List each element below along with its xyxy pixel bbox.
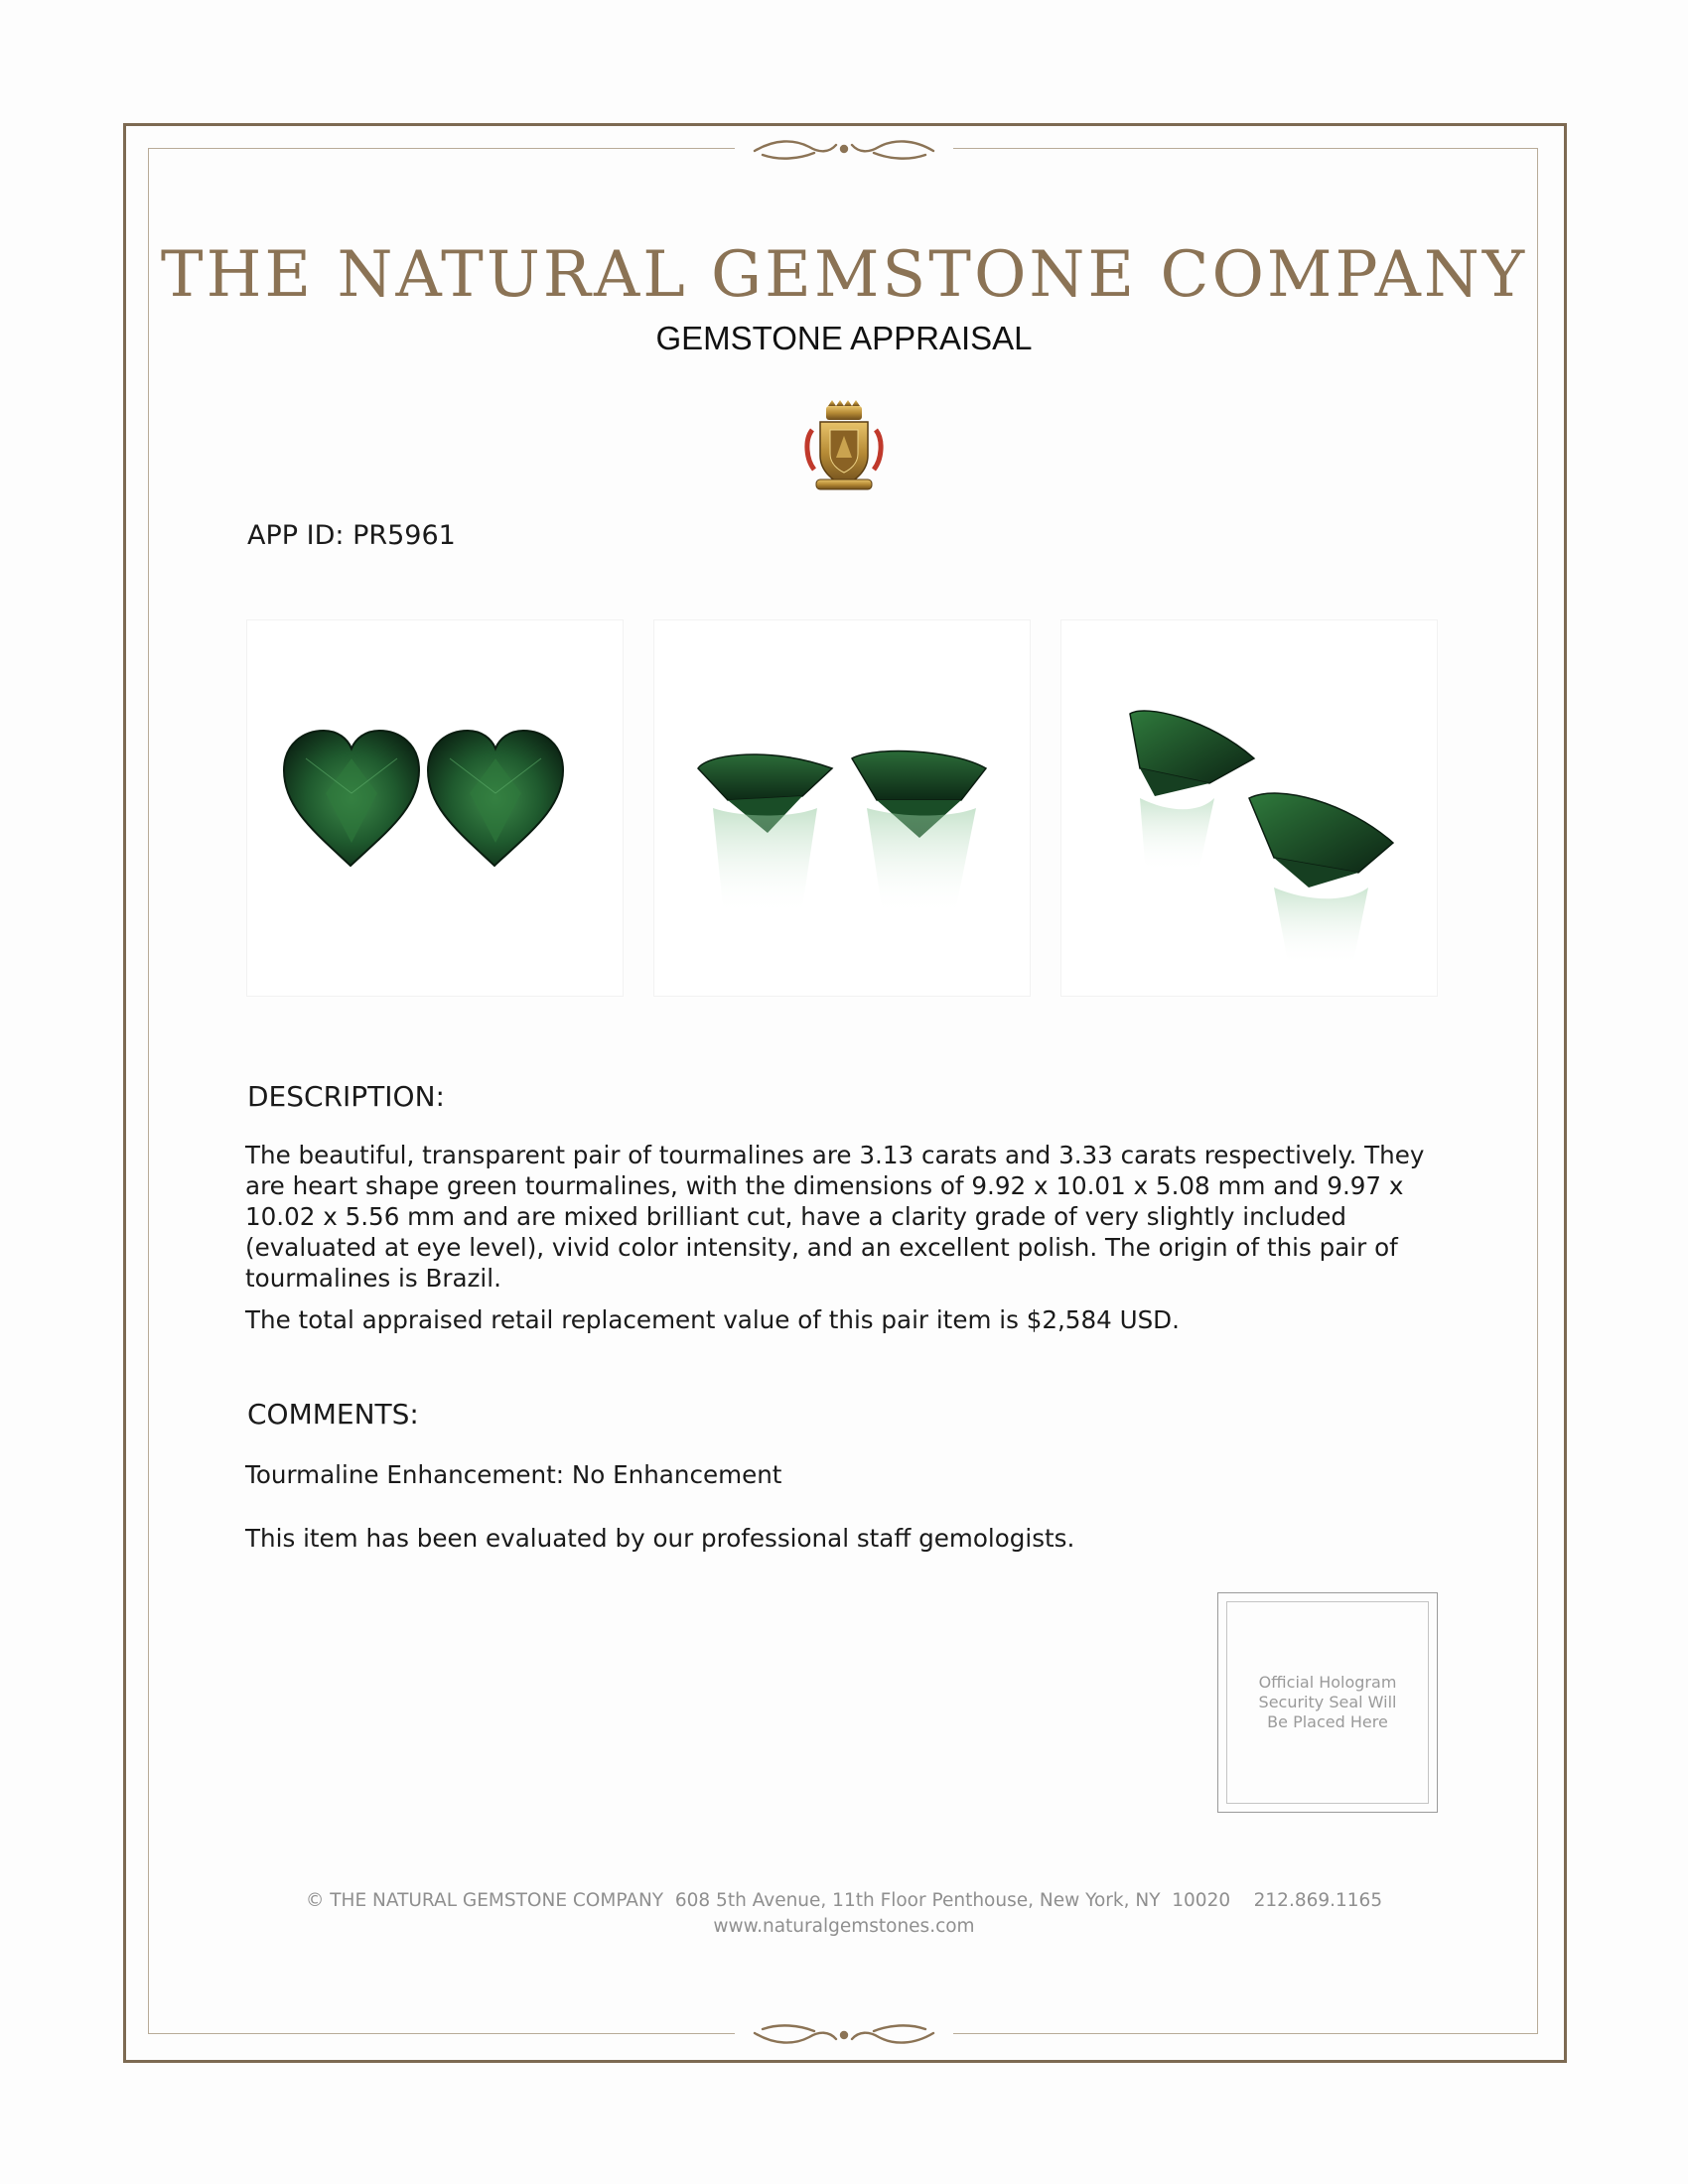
gem-photo-front	[246, 619, 624, 997]
evaluation-comment: This item has been evaluated by our professional staff gemologists.	[245, 1524, 1075, 1553]
description-paragraph: The beautiful, transparent pair of tourmalines are 3.13 carats and 3.33 carats respectively. They are heart shape green tourmalines, with the dimensions of 9.92 x 10.01 x 5.08 mm and 9.97 x 10.02 x 5.56 mm and are mixed brilliant cut, have a clarity grade of very slightly included (evaluated at eye level), vivid color intensity, and an excellent polish. The origin of this pair of tourmalines is Brazil.	[245, 1141, 1425, 1293]
heart-tourmaline-side-icon	[653, 619, 1031, 997]
document-title: GEMSTONE APPRAISAL	[655, 320, 1033, 356]
gold-crest-icon	[802, 400, 886, 495]
bottom-flourish-ornament	[735, 2015, 953, 2055]
hologram-seal-placeholder	[1217, 1592, 1438, 1813]
company-name-title: THE NATURAL GEMSTONE COMPANY	[160, 238, 1528, 312]
appraised-value-statement: The total appraised retail replacement value of this pair item is $2,584 USD.	[245, 1305, 1180, 1334]
hologram-seal-text: Official Hologram Security Seal Will Be Placed Here	[1258, 1673, 1397, 1731]
gem-photo-angled	[1060, 619, 1438, 997]
footer-address: © THE NATURAL GEMSTONE COMPANY 608 5th Avenue, 11th Floor Penthouse, New York, NY 10020 212.869.1165	[305, 1890, 1383, 1911]
app-id	[247, 520, 456, 551]
top-flourish-ornament	[735, 129, 953, 169]
heart-tourmaline-front-icon	[246, 619, 624, 997]
app-id-label: APP ID:	[247, 520, 345, 551]
enhancement-comment: Tourmaline Enhancement: No Enhancement	[245, 1460, 782, 1489]
heart-tourmaline-angled-icon	[1060, 619, 1438, 997]
hologram-seal-inner-frame	[1226, 1601, 1429, 1804]
description-heading: DESCRIPTION:	[247, 1080, 445, 1113]
gem-photo-side	[653, 619, 1031, 997]
comments-heading: COMMENTS:	[247, 1398, 419, 1431]
footer-website: www.naturalgemstones.com	[713, 1916, 975, 1937]
app-id-value: PR5961	[352, 520, 456, 551]
